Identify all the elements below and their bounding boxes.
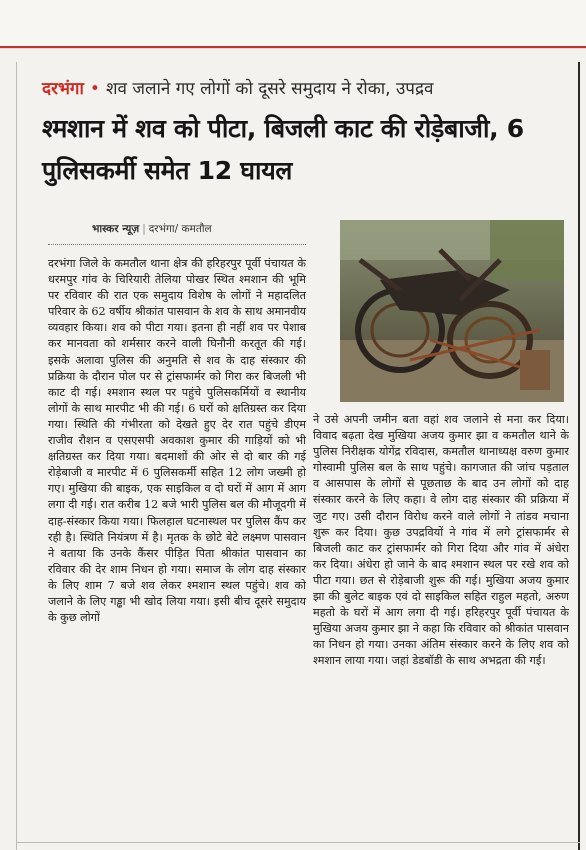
top-accent-line <box>0 46 586 48</box>
news-photo-burnt-bike <box>340 220 564 402</box>
burnt-bike-illustration <box>340 220 564 402</box>
dateline-place: दरभंगा <box>42 79 84 99</box>
article-headline: श्मशान में शव को पीटा, बिजली काट की रोड़ेबाजी, 6 पुलिसकर्मी समेत 12 घायल <box>42 114 524 185</box>
byline-separator: | <box>142 223 146 235</box>
byline-rule <box>48 244 306 245</box>
article-kicker <box>42 76 582 102</box>
byline <box>92 222 322 240</box>
byline-source: भास्कर न्यूज़ <box>92 223 140 235</box>
article-column-1: दरभंगा जिले के कमतौल थाना क्षेत्र की हरिहरपुर पूर्वी पंचायत के धरमपुर गांव के चिरियारी तेलिया पोखर स्थित श्मशान की भूमि पर रविवार की रात एक समुदाय विशेष के लोगों ने महादलित परिवार के 62 वर्षीय श्रीकांत पासवान के शव के साथ अमानवीय व्यवहार किया। शव को पीटा गया। इतना ही नहीं शव पर पेशाब कर मानवता को शर्मसार करने वाली घिनौनी करतूत की गई। इसके अलावा पुलिस की अनुमति से शव के दाह संस्कार की प्रक्रिया के दौरान पोल पर से ट्रांसफार्मर को गिरा कर बिजली भी काट दी गई। श्मशान स्थल पर पहुंचे पुलिसकर्मियों व स्थानीय लोगों के साथ मारपीट भी की गई। 6 घरों को क्षतिग्रस्त कर दिया गया। स्थिति की गंभीरता को देखते हुए देर रात पहुंचे डीएम राजीव रौशन व एसएसपी अवकाश कुमार की गाड़ियों को भी क्षतिग्रस्त कर दिया गया। बदमाशों की ओर से दो बार की गई रोड़ेबाजी व मारपीट में 6 पुलिसकर्मी सहित 12 लोग जख्मी हो गए। मुखिया की बाइक, एक साइकिल व दो घरों में आग में आग लगा दी गई। रात करीब 12 बजे भारी पुलिस बल की मौजूदगी में दाह-संस्कार किया गया। फिलहाल घटनास्थल पर पुलिस कैंप कर रही है। स्थिति नियंत्रण में है। मृतक के छोटे बेटे लक्ष्मण पासवान ने बताया कि उनके कैंसर पीड़ित पिता श्रीकांत पासवान का रविवार की देर शाम निधन हो गया। समाज के लोग दाह संस्कार के लिए शाम 7 बजे शव लेकर श्मशान स्थल पहुंचे। शव को जलाने के लिए गड्ढा भी खोद लिया गया। इसी बीच दूसरे समुदाय के कुछ लोगों <box>48 257 306 625</box>
kicker-bullet: • <box>89 79 100 99</box>
article-column-2: ने उसे अपनी जमीन बता वहां शव जलाने से मना कर दिया। विवाद बढ़ता देख मुखिया अजय कुमार झा व कमतौल थाने के पुलिस निरीक्षक योगेंद्र रविदास, कमतौल थानाध्यक्ष वरुण कुमार गोस्वामी पुलिस बल के साथ पहुंचे। कागजात की जांच पड़ताल व आसपास के लोगों से पूछताछ के बाद उन लोगों को दाह संस्कार करने के लिए कहा। वे लोग दाह संस्कार की प्रक्रिया में जुट गए। उसी दौरान विरोध करने वाले लोगों ने तांडव मचाना शुरू कर दिया। कुछ उपद्रवियों ने गांव में लगे ट्रांसफार्मर से बिजली काट कर ट्रांसफार्मर को गिरा दिया और गांव में अंधेरा कर दिया। अंधेरा हो जाने के बाद श्मशान स्थल पर रखे शव को पीटा गया। छत से रोड़ेबाजी शुरू की गई। मुखिया अजय कुमार झा की बुलेट बाइक एवं दो साइकिल सहित राहुल महतो, अरुण महतो के घरों में आग लगा दी गई। हरिहरपुर पूर्वी पंचायत के मुखिया अजय कुमार झा ने कहा कि रविवार को श्रीकांत पासवान का निधन हो गया। उनका अंतिम संस्कार करने के लिए शव को श्मशान लाया गया। जहां डेडबॉडी के साथ अभद्रता की गई। <box>313 413 569 668</box>
top-band <box>0 0 586 49</box>
kicker-text: शव जलाने गए लोगों को दूसरे समुदाय ने रोका, उपद्रव <box>105 79 434 99</box>
byline-place: दरभंगा/ कमतौल <box>148 223 212 235</box>
bottom-rule <box>16 842 580 843</box>
left-column-divider <box>16 62 17 850</box>
